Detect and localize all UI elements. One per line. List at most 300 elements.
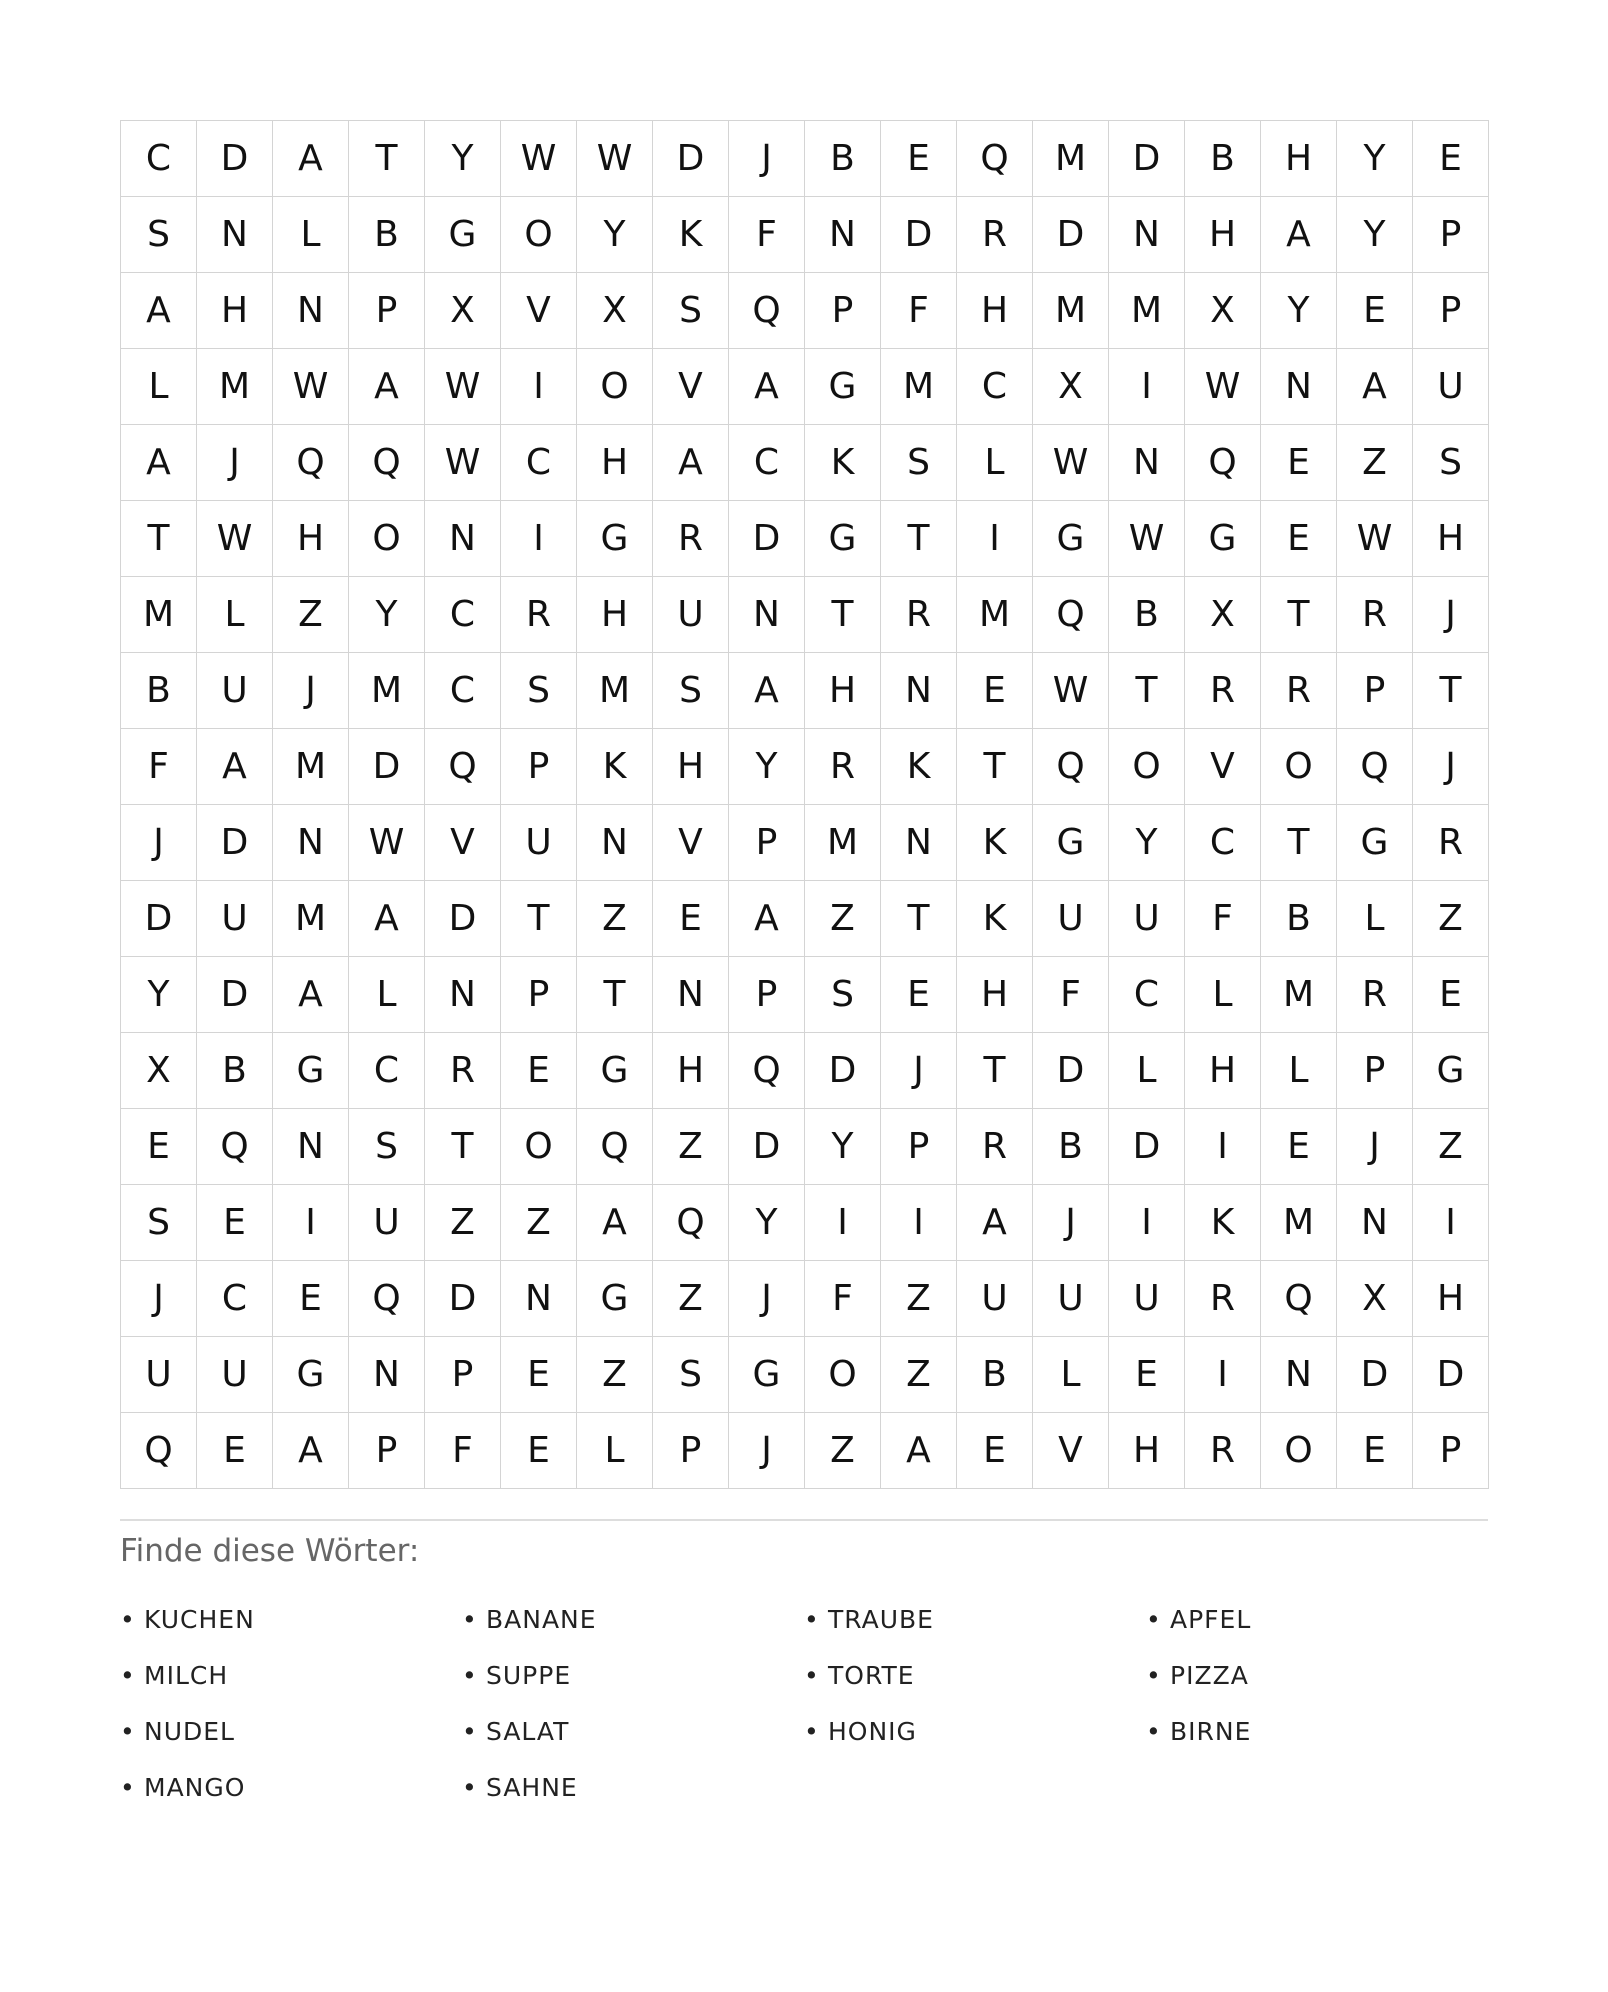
- grid-cell[interactable]: F: [881, 273, 957, 349]
- grid-cell[interactable]: D: [121, 881, 197, 957]
- grid-cell[interactable]: X: [577, 273, 653, 349]
- grid-cell[interactable]: B: [349, 197, 425, 273]
- grid-cell[interactable]: K: [957, 881, 1033, 957]
- grid-cell[interactable]: Q: [653, 1185, 729, 1261]
- grid-cell[interactable]: A: [729, 653, 805, 729]
- grid-cell[interactable]: T: [881, 501, 957, 577]
- grid-cell[interactable]: O: [349, 501, 425, 577]
- grid-cell[interactable]: A: [577, 1185, 653, 1261]
- grid-cell[interactable]: P: [1413, 1413, 1489, 1489]
- grid-cell[interactable]: A: [957, 1185, 1033, 1261]
- grid-cell[interactable]: H: [653, 729, 729, 805]
- grid-cell[interactable]: G: [577, 1033, 653, 1109]
- grid-cell[interactable]: D: [1109, 121, 1185, 197]
- grid-cell[interactable]: A: [273, 1413, 349, 1489]
- grid-cell[interactable]: M: [1033, 121, 1109, 197]
- grid-cell[interactable]: G: [1185, 501, 1261, 577]
- grid-cell[interactable]: S: [653, 273, 729, 349]
- grid-cell[interactable]: I: [1413, 1185, 1489, 1261]
- grid-cell[interactable]: Q: [1033, 577, 1109, 653]
- grid-cell[interactable]: A: [121, 425, 197, 501]
- grid-cell[interactable]: T: [1109, 653, 1185, 729]
- grid-cell[interactable]: E: [501, 1033, 577, 1109]
- grid-cell[interactable]: M: [1109, 273, 1185, 349]
- grid-cell[interactable]: J: [273, 653, 349, 729]
- grid-cell[interactable]: E: [197, 1185, 273, 1261]
- grid-cell[interactable]: H: [1261, 121, 1337, 197]
- grid-cell[interactable]: A: [881, 1413, 957, 1489]
- grid-cell[interactable]: D: [653, 121, 729, 197]
- grid-cell[interactable]: G: [577, 1261, 653, 1337]
- grid-cell[interactable]: J: [729, 1261, 805, 1337]
- grid-cell[interactable]: U: [197, 1337, 273, 1413]
- grid-cell[interactable]: T: [881, 881, 957, 957]
- grid-cell[interactable]: M: [805, 805, 881, 881]
- grid-cell[interactable]: G: [425, 197, 501, 273]
- grid-cell[interactable]: A: [1261, 197, 1337, 273]
- grid-cell[interactable]: Q: [349, 425, 425, 501]
- grid-cell[interactable]: N: [881, 805, 957, 881]
- grid-cell[interactable]: Q: [1337, 729, 1413, 805]
- grid-cell[interactable]: R: [881, 577, 957, 653]
- grid-cell[interactable]: D: [729, 1109, 805, 1185]
- grid-cell[interactable]: N: [425, 501, 501, 577]
- grid-cell[interactable]: B: [805, 121, 881, 197]
- grid-cell[interactable]: U: [197, 881, 273, 957]
- grid-cell[interactable]: C: [121, 121, 197, 197]
- grid-cell[interactable]: P: [501, 957, 577, 1033]
- grid-cell[interactable]: V: [1185, 729, 1261, 805]
- grid-cell[interactable]: W: [197, 501, 273, 577]
- grid-cell[interactable]: B: [1033, 1109, 1109, 1185]
- grid-cell[interactable]: I: [501, 501, 577, 577]
- grid-cell[interactable]: N: [273, 1109, 349, 1185]
- grid-cell[interactable]: N: [881, 653, 957, 729]
- grid-cell[interactable]: Q: [577, 1109, 653, 1185]
- grid-cell[interactable]: H: [273, 501, 349, 577]
- grid-cell[interactable]: K: [577, 729, 653, 805]
- grid-cell[interactable]: L: [1337, 881, 1413, 957]
- grid-cell[interactable]: U: [1033, 1261, 1109, 1337]
- grid-cell[interactable]: Z: [273, 577, 349, 653]
- grid-cell[interactable]: Z: [1413, 881, 1489, 957]
- grid-cell[interactable]: Y: [729, 729, 805, 805]
- grid-cell[interactable]: F: [1033, 957, 1109, 1033]
- grid-cell[interactable]: S: [805, 957, 881, 1033]
- grid-cell[interactable]: N: [1261, 1337, 1337, 1413]
- grid-cell[interactable]: D: [1033, 197, 1109, 273]
- grid-cell[interactable]: Q: [957, 121, 1033, 197]
- grid-cell[interactable]: D: [1337, 1337, 1413, 1413]
- grid-cell[interactable]: R: [1261, 653, 1337, 729]
- grid-cell[interactable]: E: [957, 653, 1033, 729]
- grid-cell[interactable]: K: [653, 197, 729, 273]
- grid-cell[interactable]: B: [1185, 121, 1261, 197]
- grid-cell[interactable]: D: [425, 881, 501, 957]
- grid-cell[interactable]: H: [197, 273, 273, 349]
- grid-cell[interactable]: R: [1185, 653, 1261, 729]
- grid-cell[interactable]: A: [273, 957, 349, 1033]
- grid-cell[interactable]: A: [729, 881, 805, 957]
- grid-cell[interactable]: U: [1109, 1261, 1185, 1337]
- grid-cell[interactable]: N: [501, 1261, 577, 1337]
- grid-cell[interactable]: R: [1185, 1261, 1261, 1337]
- grid-cell[interactable]: Z: [1413, 1109, 1489, 1185]
- grid-cell[interactable]: V: [653, 805, 729, 881]
- grid-cell[interactable]: L: [1109, 1033, 1185, 1109]
- grid-cell[interactable]: M: [577, 653, 653, 729]
- grid-cell[interactable]: M: [957, 577, 1033, 653]
- grid-cell[interactable]: N: [197, 197, 273, 273]
- grid-cell[interactable]: X: [1033, 349, 1109, 425]
- grid-cell[interactable]: T: [501, 881, 577, 957]
- grid-cell[interactable]: F: [729, 197, 805, 273]
- grid-cell[interactable]: N: [273, 273, 349, 349]
- grid-cell[interactable]: J: [121, 805, 197, 881]
- grid-cell[interactable]: J: [1413, 577, 1489, 653]
- grid-cell[interactable]: B: [121, 653, 197, 729]
- grid-cell[interactable]: R: [1337, 577, 1413, 653]
- grid-cell[interactable]: Q: [1033, 729, 1109, 805]
- grid-cell[interactable]: L: [197, 577, 273, 653]
- grid-cell[interactable]: S: [881, 425, 957, 501]
- grid-cell[interactable]: A: [653, 425, 729, 501]
- grid-cell[interactable]: W: [1033, 653, 1109, 729]
- grid-cell[interactable]: U: [653, 577, 729, 653]
- grid-cell[interactable]: E: [881, 121, 957, 197]
- grid-cell[interactable]: M: [1261, 1185, 1337, 1261]
- grid-cell[interactable]: C: [349, 1033, 425, 1109]
- grid-cell[interactable]: D: [881, 197, 957, 273]
- grid-cell[interactable]: U: [349, 1185, 425, 1261]
- grid-cell[interactable]: N: [349, 1337, 425, 1413]
- grid-cell[interactable]: R: [1413, 805, 1489, 881]
- grid-cell[interactable]: E: [501, 1413, 577, 1489]
- grid-cell[interactable]: Z: [805, 881, 881, 957]
- grid-cell[interactable]: N: [1109, 197, 1185, 273]
- grid-cell[interactable]: H: [653, 1033, 729, 1109]
- grid-cell[interactable]: I: [957, 501, 1033, 577]
- grid-cell[interactable]: M: [1033, 273, 1109, 349]
- grid-cell[interactable]: U: [501, 805, 577, 881]
- grid-cell[interactable]: D: [1033, 1033, 1109, 1109]
- grid-cell[interactable]: U: [121, 1337, 197, 1413]
- grid-cell[interactable]: L: [121, 349, 197, 425]
- grid-cell[interactable]: J: [1033, 1185, 1109, 1261]
- grid-cell[interactable]: X: [1185, 273, 1261, 349]
- grid-cell[interactable]: A: [273, 121, 349, 197]
- grid-cell[interactable]: Q: [729, 273, 805, 349]
- grid-cell[interactable]: P: [1413, 197, 1489, 273]
- grid-cell[interactable]: P: [349, 1413, 425, 1489]
- grid-cell[interactable]: V: [1033, 1413, 1109, 1489]
- grid-cell[interactable]: S: [1413, 425, 1489, 501]
- grid-cell[interactable]: Z: [653, 1261, 729, 1337]
- grid-cell[interactable]: V: [501, 273, 577, 349]
- grid-cell[interactable]: D: [1413, 1337, 1489, 1413]
- grid-cell[interactable]: F: [805, 1261, 881, 1337]
- grid-cell[interactable]: Y: [577, 197, 653, 273]
- grid-cell[interactable]: J: [197, 425, 273, 501]
- grid-cell[interactable]: M: [197, 349, 273, 425]
- grid-cell[interactable]: I: [1109, 349, 1185, 425]
- grid-cell[interactable]: H: [1185, 197, 1261, 273]
- grid-cell[interactable]: L: [577, 1413, 653, 1489]
- grid-cell[interactable]: K: [881, 729, 957, 805]
- grid-cell[interactable]: G: [577, 501, 653, 577]
- grid-cell[interactable]: Y: [425, 121, 501, 197]
- grid-cell[interactable]: H: [957, 273, 1033, 349]
- grid-cell[interactable]: H: [957, 957, 1033, 1033]
- grid-cell[interactable]: H: [1413, 501, 1489, 577]
- grid-cell[interactable]: N: [425, 957, 501, 1033]
- grid-cell[interactable]: E: [957, 1413, 1033, 1489]
- grid-cell[interactable]: O: [501, 197, 577, 273]
- grid-cell[interactable]: R: [1185, 1413, 1261, 1489]
- grid-cell[interactable]: C: [1109, 957, 1185, 1033]
- grid-cell[interactable]: D: [1109, 1109, 1185, 1185]
- grid-cell[interactable]: O: [501, 1109, 577, 1185]
- grid-cell[interactable]: T: [577, 957, 653, 1033]
- grid-cell[interactable]: P: [1413, 273, 1489, 349]
- grid-cell[interactable]: D: [729, 501, 805, 577]
- grid-cell[interactable]: Y: [1261, 273, 1337, 349]
- grid-cell[interactable]: J: [1413, 729, 1489, 805]
- grid-cell[interactable]: D: [425, 1261, 501, 1337]
- grid-cell[interactable]: N: [1109, 425, 1185, 501]
- grid-cell[interactable]: W: [273, 349, 349, 425]
- grid-cell[interactable]: Y: [1337, 121, 1413, 197]
- grid-cell[interactable]: D: [349, 729, 425, 805]
- grid-cell[interactable]: A: [1337, 349, 1413, 425]
- grid-cell[interactable]: O: [1261, 729, 1337, 805]
- grid-cell[interactable]: G: [1413, 1033, 1489, 1109]
- grid-cell[interactable]: P: [1337, 1033, 1413, 1109]
- grid-cell[interactable]: F: [425, 1413, 501, 1489]
- grid-cell[interactable]: J: [729, 121, 805, 197]
- grid-cell[interactable]: U: [1413, 349, 1489, 425]
- grid-cell[interactable]: E: [1261, 425, 1337, 501]
- grid-cell[interactable]: R: [1337, 957, 1413, 1033]
- grid-cell[interactable]: Z: [881, 1337, 957, 1413]
- grid-cell[interactable]: U: [1033, 881, 1109, 957]
- grid-cell[interactable]: Z: [881, 1261, 957, 1337]
- grid-cell[interactable]: Z: [1337, 425, 1413, 501]
- grid-cell[interactable]: G: [1033, 501, 1109, 577]
- grid-cell[interactable]: R: [957, 197, 1033, 273]
- grid-cell[interactable]: U: [957, 1261, 1033, 1337]
- grid-cell[interactable]: J: [1337, 1109, 1413, 1185]
- grid-cell[interactable]: E: [273, 1261, 349, 1337]
- grid-cell[interactable]: M: [1261, 957, 1337, 1033]
- grid-cell[interactable]: T: [957, 1033, 1033, 1109]
- grid-cell[interactable]: T: [805, 577, 881, 653]
- grid-cell[interactable]: P: [349, 273, 425, 349]
- grid-cell[interactable]: R: [653, 501, 729, 577]
- grid-cell[interactable]: Y: [805, 1109, 881, 1185]
- grid-cell[interactable]: W: [425, 349, 501, 425]
- grid-cell[interactable]: E: [197, 1413, 273, 1489]
- grid-cell[interactable]: R: [957, 1109, 1033, 1185]
- grid-cell[interactable]: F: [1185, 881, 1261, 957]
- grid-cell[interactable]: H: [577, 577, 653, 653]
- grid-cell[interactable]: S: [653, 653, 729, 729]
- grid-cell[interactable]: T: [1261, 805, 1337, 881]
- grid-cell[interactable]: G: [729, 1337, 805, 1413]
- grid-cell[interactable]: Y: [1337, 197, 1413, 273]
- grid-cell[interactable]: Q: [425, 729, 501, 805]
- grid-cell[interactable]: W: [577, 121, 653, 197]
- grid-cell[interactable]: J: [121, 1261, 197, 1337]
- grid-cell[interactable]: S: [349, 1109, 425, 1185]
- grid-cell[interactable]: Q: [1261, 1261, 1337, 1337]
- grid-cell[interactable]: D: [197, 957, 273, 1033]
- grid-cell[interactable]: M: [273, 729, 349, 805]
- grid-cell[interactable]: J: [729, 1413, 805, 1489]
- grid-cell[interactable]: W: [1337, 501, 1413, 577]
- grid-cell[interactable]: A: [729, 349, 805, 425]
- grid-cell[interactable]: N: [729, 577, 805, 653]
- grid-cell[interactable]: P: [653, 1413, 729, 1489]
- grid-cell[interactable]: Q: [197, 1109, 273, 1185]
- grid-cell[interactable]: P: [1337, 653, 1413, 729]
- grid-cell[interactable]: E: [1337, 273, 1413, 349]
- grid-cell[interactable]: I: [1109, 1185, 1185, 1261]
- grid-cell[interactable]: E: [1413, 121, 1489, 197]
- grid-cell[interactable]: Q: [729, 1033, 805, 1109]
- grid-cell[interactable]: I: [1185, 1109, 1261, 1185]
- grid-cell[interactable]: M: [349, 653, 425, 729]
- grid-cell[interactable]: N: [1337, 1185, 1413, 1261]
- grid-cell[interactable]: T: [425, 1109, 501, 1185]
- grid-cell[interactable]: T: [121, 501, 197, 577]
- grid-cell[interactable]: E: [1413, 957, 1489, 1033]
- grid-cell[interactable]: Y: [349, 577, 425, 653]
- grid-cell[interactable]: X: [425, 273, 501, 349]
- grid-cell[interactable]: W: [501, 121, 577, 197]
- grid-cell[interactable]: Q: [349, 1261, 425, 1337]
- grid-cell[interactable]: E: [653, 881, 729, 957]
- grid-cell[interactable]: T: [1413, 653, 1489, 729]
- grid-cell[interactable]: L: [1261, 1033, 1337, 1109]
- grid-cell[interactable]: L: [349, 957, 425, 1033]
- grid-cell[interactable]: N: [273, 805, 349, 881]
- grid-cell[interactable]: H: [1109, 1413, 1185, 1489]
- grid-cell[interactable]: I: [501, 349, 577, 425]
- grid-cell[interactable]: X: [1337, 1261, 1413, 1337]
- grid-cell[interactable]: R: [805, 729, 881, 805]
- grid-cell[interactable]: A: [349, 881, 425, 957]
- grid-cell[interactable]: C: [197, 1261, 273, 1337]
- grid-cell[interactable]: K: [805, 425, 881, 501]
- grid-cell[interactable]: H: [805, 653, 881, 729]
- grid-cell[interactable]: A: [121, 273, 197, 349]
- grid-cell[interactable]: G: [1033, 805, 1109, 881]
- grid-cell[interactable]: Q: [1185, 425, 1261, 501]
- grid-cell[interactable]: N: [653, 957, 729, 1033]
- grid-cell[interactable]: S: [501, 653, 577, 729]
- grid-cell[interactable]: H: [1413, 1261, 1489, 1337]
- grid-cell[interactable]: U: [197, 653, 273, 729]
- grid-cell[interactable]: G: [273, 1033, 349, 1109]
- grid-cell[interactable]: Z: [577, 1337, 653, 1413]
- grid-cell[interactable]: E: [1261, 501, 1337, 577]
- grid-cell[interactable]: L: [1185, 957, 1261, 1033]
- grid-cell[interactable]: Y: [729, 1185, 805, 1261]
- grid-cell[interactable]: E: [1109, 1337, 1185, 1413]
- grid-cell[interactable]: O: [577, 349, 653, 425]
- grid-cell[interactable]: D: [197, 805, 273, 881]
- grid-cell[interactable]: G: [1337, 805, 1413, 881]
- grid-cell[interactable]: G: [273, 1337, 349, 1413]
- grid-cell[interactable]: K: [1185, 1185, 1261, 1261]
- grid-cell[interactable]: X: [1185, 577, 1261, 653]
- grid-cell[interactable]: N: [805, 197, 881, 273]
- grid-cell[interactable]: W: [425, 425, 501, 501]
- grid-cell[interactable]: I: [881, 1185, 957, 1261]
- grid-cell[interactable]: P: [805, 273, 881, 349]
- grid-cell[interactable]: S: [653, 1337, 729, 1413]
- grid-cell[interactable]: L: [1033, 1337, 1109, 1413]
- grid-cell[interactable]: Z: [425, 1185, 501, 1261]
- grid-cell[interactable]: E: [1261, 1109, 1337, 1185]
- grid-cell[interactable]: V: [653, 349, 729, 425]
- grid-cell[interactable]: P: [881, 1109, 957, 1185]
- grid-cell[interactable]: I: [805, 1185, 881, 1261]
- grid-cell[interactable]: O: [1109, 729, 1185, 805]
- grid-cell[interactable]: L: [957, 425, 1033, 501]
- grid-cell[interactable]: R: [425, 1033, 501, 1109]
- grid-cell[interactable]: B: [1109, 577, 1185, 653]
- grid-cell[interactable]: Z: [653, 1109, 729, 1185]
- grid-cell[interactable]: W: [1185, 349, 1261, 425]
- grid-cell[interactable]: E: [881, 957, 957, 1033]
- grid-cell[interactable]: Z: [805, 1413, 881, 1489]
- grid-cell[interactable]: H: [1185, 1033, 1261, 1109]
- grid-cell[interactable]: V: [425, 805, 501, 881]
- grid-cell[interactable]: S: [121, 1185, 197, 1261]
- grid-cell[interactable]: M: [273, 881, 349, 957]
- grid-cell[interactable]: Z: [577, 881, 653, 957]
- grid-cell[interactable]: G: [805, 349, 881, 425]
- grid-cell[interactable]: X: [121, 1033, 197, 1109]
- grid-cell[interactable]: E: [501, 1337, 577, 1413]
- grid-cell[interactable]: Z: [501, 1185, 577, 1261]
- grid-cell[interactable]: M: [121, 577, 197, 653]
- grid-cell[interactable]: P: [729, 957, 805, 1033]
- grid-cell[interactable]: W: [349, 805, 425, 881]
- grid-cell[interactable]: W: [1109, 501, 1185, 577]
- grid-cell[interactable]: I: [1185, 1337, 1261, 1413]
- grid-cell[interactable]: W: [1033, 425, 1109, 501]
- grid-cell[interactable]: R: [501, 577, 577, 653]
- grid-cell[interactable]: F: [121, 729, 197, 805]
- grid-cell[interactable]: S: [121, 197, 197, 273]
- grid-cell[interactable]: C: [729, 425, 805, 501]
- grid-cell[interactable]: C: [1185, 805, 1261, 881]
- grid-cell[interactable]: Q: [273, 425, 349, 501]
- grid-cell[interactable]: O: [1261, 1413, 1337, 1489]
- grid-cell[interactable]: O: [805, 1337, 881, 1413]
- grid-cell[interactable]: H: [577, 425, 653, 501]
- grid-cell[interactable]: Y: [121, 957, 197, 1033]
- grid-cell[interactable]: T: [1261, 577, 1337, 653]
- grid-cell[interactable]: C: [501, 425, 577, 501]
- grid-cell[interactable]: C: [425, 577, 501, 653]
- grid-cell[interactable]: Y: [1109, 805, 1185, 881]
- grid-cell[interactable]: B: [957, 1337, 1033, 1413]
- grid-cell[interactable]: P: [425, 1337, 501, 1413]
